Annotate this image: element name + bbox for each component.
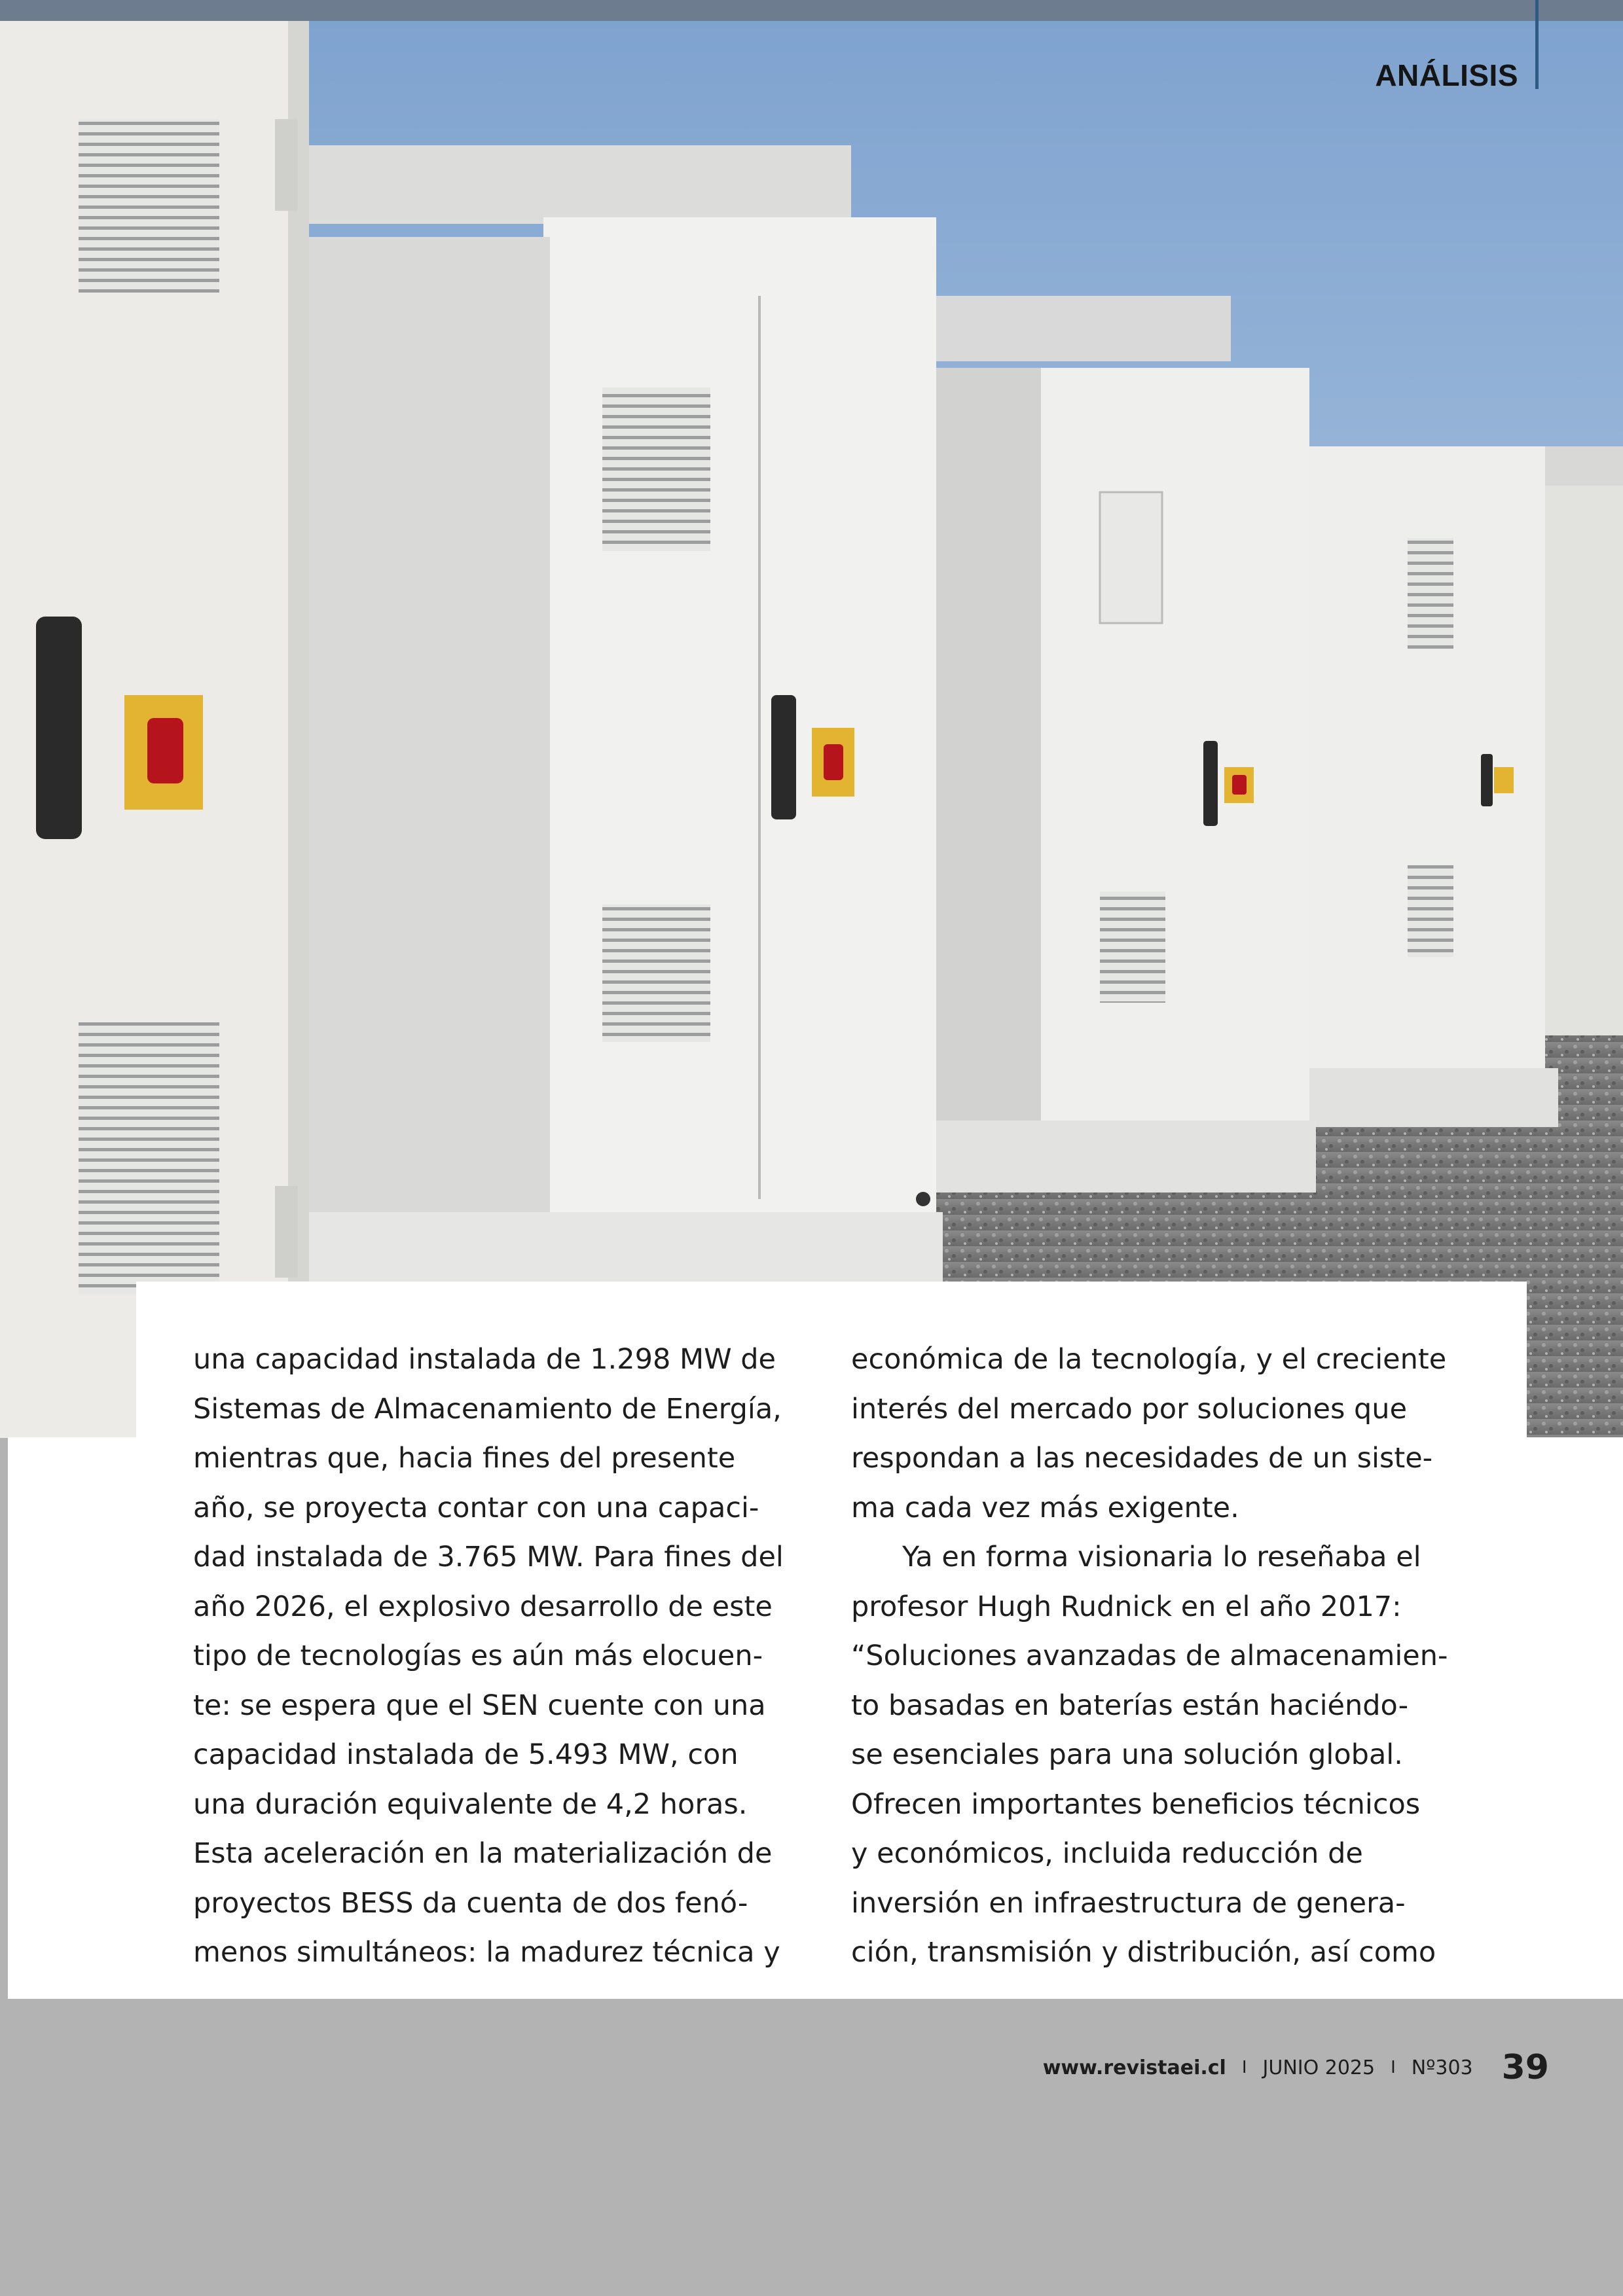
text-line: una duración equivalente de 4,2 horas. <box>193 1787 748 1821</box>
cabinet-main <box>308 145 943 1304</box>
text-line: se esenciales para una solución global. <box>851 1738 1403 1771</box>
text-line: menos simultáneos: la madurez técnica y <box>193 1936 780 1969</box>
text-line: ma cada vez más exigente. <box>851 1491 1239 1524</box>
text-line: una capacidad instalada de 1.298 MW de <box>193 1343 776 1376</box>
footer-separator: I <box>1241 2058 1247 2077</box>
text-line: respondan a las necesidades de un siste- <box>851 1442 1433 1475</box>
issue-date: JUNIO 2025 <box>1262 2056 1376 2079</box>
text-line: Sistemas de Almacenamiento de Energía, <box>193 1392 782 1426</box>
article-column-left <box>193 1335 835 1978</box>
text-line: Ya en forma visionaria lo reseñaba el <box>902 1541 1421 1573</box>
text-line: y económicos, incluida reducción de <box>851 1837 1363 1870</box>
text-line: mientras que, hacia fines del presente <box>193 1442 736 1475</box>
page-footer <box>1043 2045 1549 2090</box>
text-line: año, se proyecta contar con una capaci- <box>193 1491 759 1524</box>
section-label: ANÁLISIS <box>1375 58 1518 92</box>
footer-separator: I <box>1391 2058 1396 2077</box>
text-line: dad instalada de 3.765 MW. Para fines del <box>193 1541 784 1573</box>
text-line: económica de la tecnología, y el creciente <box>851 1343 1447 1376</box>
header-photo <box>0 21 1623 1438</box>
page-number: 39 <box>1501 2048 1549 2087</box>
text-line: Esta aceleración en la materialización de <box>193 1837 773 1870</box>
cabinet-near <box>0 21 309 1438</box>
text-line: “Soluciones avanzadas de almacenamien- <box>851 1640 1448 1672</box>
article-column-right <box>851 1335 1493 1978</box>
text-line: inversión en infraestructura de genera- <box>851 1886 1406 1920</box>
cabinet-far-2 <box>910 296 1316 1193</box>
text-line: ción, transmisión y distribución, así como <box>851 1936 1436 1969</box>
section-rule <box>1535 0 1539 89</box>
text-line: año 2026, el explosivo desarrollo de este <box>193 1590 773 1623</box>
battery-cabinets-illustration <box>0 21 1623 1438</box>
text-line: tipo de tecnologías es aún más elocuen- <box>193 1640 763 1672</box>
text-line: to basadas en baterías están haciéndo- <box>851 1689 1409 1722</box>
text-line: capacidad instalada de 5.493 MW, con <box>193 1738 739 1771</box>
issue-number: Nº303 <box>1411 2056 1473 2079</box>
website-link[interactable]: www.revistaei.cl <box>1042 2056 1226 2079</box>
text-line: proyectos BESS da cuenta de dos fenó- <box>193 1886 748 1920</box>
text-line: Ofrecen importantes beneficios técnicos <box>851 1787 1421 1821</box>
text-line: te: se espera que el SEN cuente con una <box>193 1689 766 1722</box>
text-line: profesor Hugh Rudnick en el año 2017: <box>851 1590 1402 1623</box>
text-line: interés del mercado por soluciones que <box>851 1392 1408 1426</box>
top-color-bar <box>0 0 1623 21</box>
